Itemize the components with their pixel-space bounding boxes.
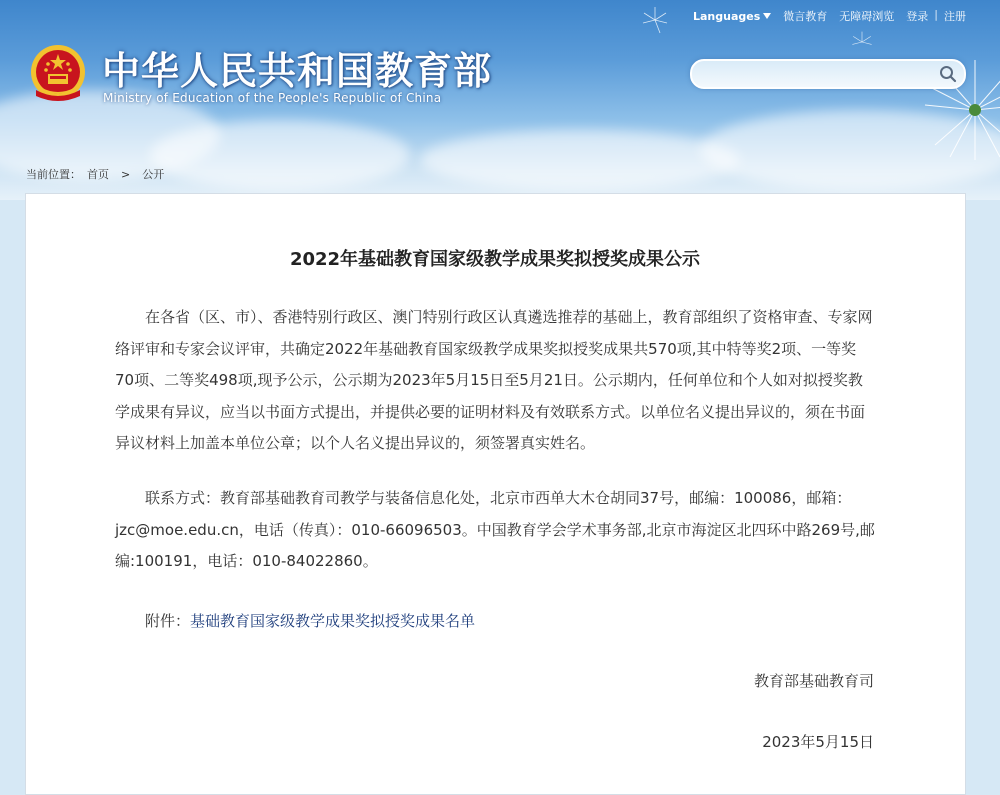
attachment-label: 附件： <box>145 612 191 630</box>
article-signature: 教育部基础教育司 <box>753 672 874 690</box>
article-paragraph-2-text: 联系方式：教育部基础教育司教学与装备信息化处，北京市西单大木仓胡同37号，邮编：100086，邮箱：jzc@moe.edu.cn，电话（传真）：010-66096503。中国教育学会学术事务部,北京市海淀区北四环中路269号,邮编:100191，电话：010-84022860。 <box>115 489 875 570</box>
caret-down-icon <box>763 13 771 19</box>
article-title: 2022年基础教育国家级教学成果奖拟授奖成果公示 <box>289 249 701 270</box>
dandelion-seed-decoration <box>850 30 874 54</box>
article-paragraph-1 <box>115 302 875 460</box>
accessibility-link[interactable]: 无障碍浏览 <box>839 10 895 23</box>
search-icon[interactable] <box>938 64 958 84</box>
top-links <box>693 8 966 24</box>
cloud-decoration <box>150 120 410 190</box>
languages-menu[interactable] <box>693 10 771 23</box>
breadcrumb-prefix: 当前位置： <box>26 168 81 181</box>
search-box <box>690 59 966 89</box>
breadcrumb <box>26 166 164 182</box>
breadcrumb-current[interactable]: 公开 <box>142 168 165 181</box>
search-input[interactable] <box>702 61 936 87</box>
weiyan-link[interactable]: 微言教育 <box>783 10 828 23</box>
register-link[interactable]: 注册 <box>944 10 966 23</box>
cloud-decoration <box>420 130 740 190</box>
site-title-cn[interactable]: 中华人民共和国教育部 <box>102 49 493 93</box>
national-emblem-icon[interactable] <box>26 42 90 106</box>
article-paragraph-1-text: 在各省（区、市）、香港特别行政区、澳门特别行政区认真遴选推荐的基础上，教育部组织了资格审查、专家网络评审和专家会议评审，共确定2022年基础教育国家级教学成果奖拟授奖成果共570项,其中特等奖2项、一等奖70项、二等奖498项,现予公示，公示期为2023年5月15日至5月21日。公示期内，任何单位和个人如对拟授奖教学成果有异议，应当以书面方式提出，并提供必要的证明材料及有效联系方式。以单位名义提出异议的，须在书面异议材料上加盖本单位公章；以个人名义提出异议的，须签署真实姓名。 <box>115 308 873 452</box>
breadcrumb-separator: > <box>121 167 131 181</box>
login-link[interactable]: 登录 <box>906 10 929 23</box>
article-paragraph-2 <box>115 483 875 578</box>
dandelion-seed-decoration <box>640 5 670 35</box>
article-date: 2023年5月15日 <box>762 733 874 751</box>
site-title-en: Ministry of Education of the People's Republic of China <box>103 91 442 105</box>
attachment-link[interactable]: 基础教育国家级教学成果奖拟授奖成果名单 <box>190 612 476 630</box>
breadcrumb-home[interactable]: 首页 <box>87 168 109 181</box>
languages-label: Languages <box>693 9 761 23</box>
link-separator: | <box>934 8 938 21</box>
attachment-line <box>145 606 475 636</box>
